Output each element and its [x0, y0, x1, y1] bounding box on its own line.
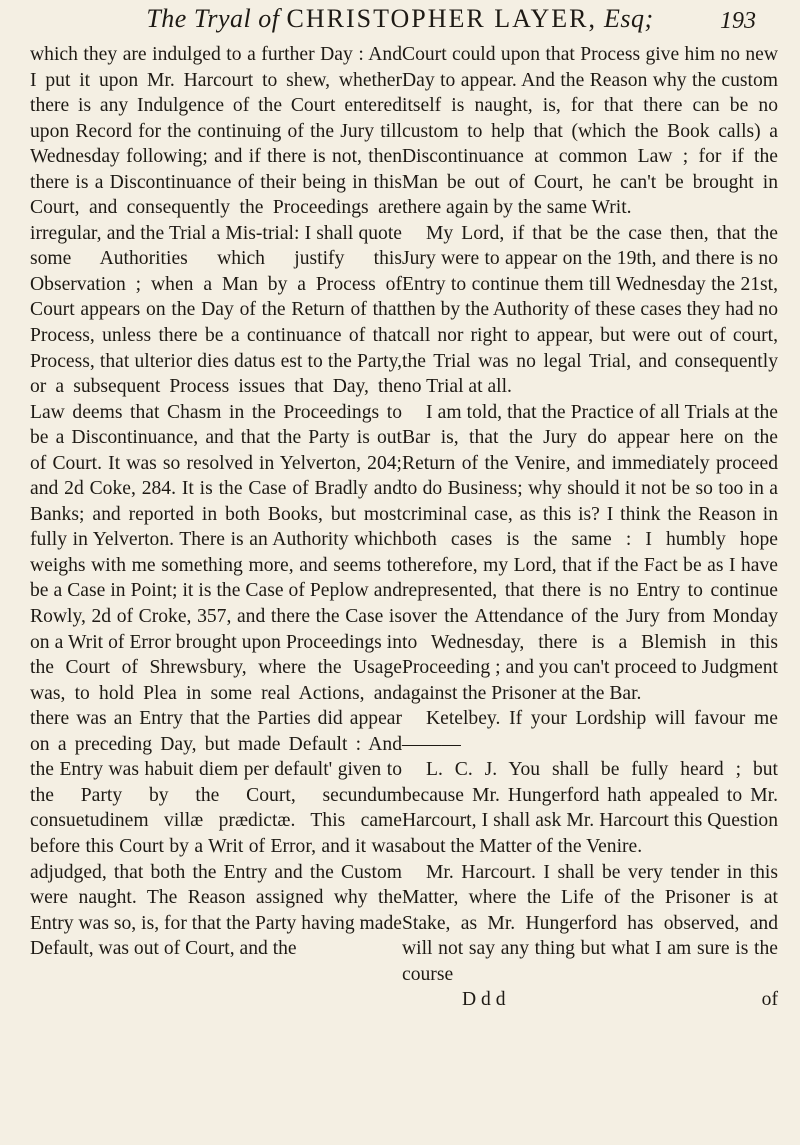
left-paragraph-1: which they are indulged to a further Day : And I put it upon Mr. Harcourt to shew, whether there is any Indulgence of the Court entered upon Record for the continuing of the Jury till Wednesday following; and if there is not, then there is a Discontinuance of their being in this Court, and consequently the Proceedings are irregular, and the Trial a Mis-trial: I shall quote some Authorities which justify this Observation ; when a Man by a Process of Court appears on the Day of the Return of that Process, unless there be a continuance of that Process, that ulterior dies datus est to the Party, or a subsequent Process issues that Day, the Law deems that Chasm in the Proceedings to be a Discontinuance, and that the Party is out of Court. It was so resolved in Yelverton, 204; and 2d Coke, 284. It is the Case of Bradly and Banks; and reported in both Books, but most fully in Yelverton. There is an Authority which weighs with me something more, and seems to be a Case in Point; it is the Case of Peplow and Rowly, 2d of Croke, 357, and there the Case is on a Writ of Error brought upon Proceedings in the Court of Shrewsbury, where the Usage was, to hold Plea in some real Actions, and there was an Entry that the Parties did appear on a preceding Day, but made Default : And the Entry was habuit diem per default' given to the Party by the Court, secundum consuetudinem villæ prædictæ. This came before this Court by a Writ of Error, and it was adjudged, that both the Entry and the Custom were naught. The Reason assigned why the Entry was so, is, for that the Party having made Default, was out of Court, and the [30, 44, 402, 960]
title-italic-part: The Tryal of [146, 4, 280, 33]
title-name-part: CHRISTOPHER LAYER, [286, 4, 597, 33]
right-paragraph-1: Court could upon that Process give him no new Day to appear. And the Reason why the custom itself is naught, is, for that there can be no custom to help that (which the Book calls) a Discontinuance at common Law ; for if the Man be out of Court, he can't be brought in there again by the same Writ. [402, 44, 778, 219]
right-paragraph-3: I am told, that the Practice of all Trials at the Bar is, that the Jury do appear here on the Return of the Venire, and immediately proceed to do Business; why should it not be so too in a criminal case, as this is? I think the Reason in both cases is the same : I humbly hope therefore, my Lord, that if the Fact be as I have represented, that there is no Entry to continue over the Attendance of the Jury from Monday to Wednesday, there is a Blemish in this Proceeding ; and you can't proceed to Judgment against the Prisoner at the Bar. [402, 401, 778, 704]
right-column [402, 42, 778, 1122]
running-header [0, 2, 800, 38]
catchword: of [761, 989, 778, 1011]
signature-mark: D d d [462, 989, 506, 1011]
right-paragraph-5: L. C. J. You shall be fully heard ; but because Mr. Hungerford hath appealed to Mr. Harcourt, I shall ask Mr. Harcourt this Question about the Matter of the Venire. [402, 759, 778, 857]
right-paragraph-2: My Lord, if that be the case then, that the Jury were to appear on the 19th, and there is no Entry to continue them till Wednesday the 21st, then by the Authority of these cases they had no call nor right to appear, but were out of court, the Trial was no legal Trial, and consequently no Trial at all. [402, 222, 779, 398]
right-paragraph-6: Mr. Harcourt. I shall be very tender in this Matter, where the Life of the Prisoner is at Stake, as Mr. Hungerford has observed, and will not say any thing but what I am sure is the course [402, 861, 778, 985]
page-footer-marks [402, 987, 778, 1013]
page-number: 193 [720, 8, 756, 34]
running-title [0, 4, 800, 34]
right-paragraph-4: Ketelbey. If your Lordship will favour me——— [402, 708, 778, 755]
left-column [30, 42, 402, 1122]
title-suffix-part: Esq; [603, 4, 654, 33]
